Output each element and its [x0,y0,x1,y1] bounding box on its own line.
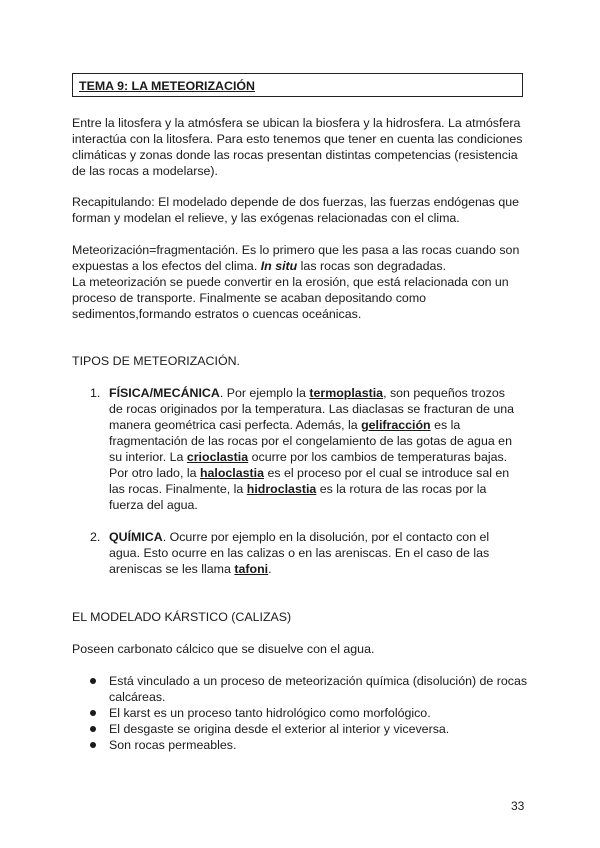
bullet-icon [90,678,96,684]
meteorization-sentence-end: las rocas son degradadas. [300,259,447,273]
tipos-heading [72,353,532,369]
term-tafoni: tafoni [234,562,269,576]
list-item-fisica [90,385,520,513]
term-haloclastia: haloclastia [199,466,264,480]
bullet-text: El karst es un proceso tanto hidrológico como morfológico. [109,706,431,720]
bullet-text: Está vinculado a un proceso de meteorización química (disolución) de rocas calcáreas. [109,674,528,704]
text-span: ocurre por los cambios de temperaturas bajas. Por otro lado, la [109,450,508,480]
karst-bullet-list [90,673,530,753]
list-item [90,705,530,721]
text-span: es el proceso por el cual se introduce sal en las rocas. Finalmente, la [109,466,510,496]
intro-text: Entre la litosfera y la atmósfera se ubican la biosfera y la hidrosfera. La atmósfera interactúa con la litosfera. Para esto tenemos que tener en cuenta las condiciones climáticas y zonas donde las rocas presentan distintas competencias (resistencia de las rocas a modelarse). [72,116,523,178]
term-crioclastia: crioclastia [186,450,249,464]
term-termoplastia: termoplastia [309,386,384,400]
karst-intro [72,641,532,657]
term-hidroclastia: hidroclastia [246,482,317,496]
term-gelifraccion: gelifracción [361,418,431,432]
recap-text: Recapitulando: El modelado depende de dos fuerzas, las fuerzas endógenas que forman y modelan el relieve, y las exógenas relacionadas con el clima. [72,195,520,225]
title-box [72,73,523,97]
page-title: TEMA 9: LA METEORIZACIÓN [79,79,255,93]
text-span: , son pequeños trozos de rocas originados por la temperatura. Las diaclasas se fracturan de una manera geométrica casi perfecta. Además, la [109,386,514,432]
text-span: . Ocurre por ejemplo en la disolución, por el contacto con el agua. Esto ocurre en las calizas o en las areniscas. En el caso de las areniscas se les llama [109,530,490,576]
bullet-icon [90,726,96,732]
tipos-heading-text: TIPOS DE METEORIZACIÓN. [72,354,240,368]
list-item-text [109,529,520,577]
list-number: 2. [90,530,101,544]
text-span: . Por ejemplo la [219,386,306,400]
karst-heading-text: EL MODELADO KÁRSTICO (CALIZAS) [72,610,292,624]
text-span: es la rotura de las rocas por la fuerza del agua. [109,482,487,512]
karst-intro-text: Poseen carbonato cálcico que se disuelve con el agua. [72,642,375,656]
text-span: . [268,562,272,576]
in-situ-term: In situ [260,259,298,273]
bullet-icon [90,710,96,716]
bullet-text: Son rocas permeables. [109,738,237,752]
intro-paragraph [72,115,532,179]
text-span: es la fragmentación de las rocas por el congelamiento de las gotas de agua en su interior. La [109,418,512,464]
list-item-quimica [90,529,520,577]
page-number: 33 [511,799,525,813]
label-fisica: FÍSICA/MECÁNICA [109,386,220,400]
list-item-text [109,385,520,513]
recap-paragraph [72,194,532,226]
list-number: 1. [90,386,101,400]
list-item [90,673,530,705]
bullet-text: El desgaste se origina desde el exterior al interior y viceversa. [109,722,450,736]
label-quimica: QUÍMICA [109,530,163,544]
meteorization-text-2: La meteorización se puede convertir en la erosión, que está relacionada con un proceso de transporte. Finalmente se acaban depositando como sedimentos,formando estratos o cuencas oceánicas. [72,275,509,321]
list-item [90,737,530,753]
meteorization-paragraph [72,242,532,322]
karst-heading [72,609,532,625]
list-item [90,721,530,737]
bullet-icon [90,742,96,748]
meteorization-sentence: Meteorización=fragmentación. Es lo primero que les pasa a las rocas cuando son expuestas a los efectos del clima. [72,243,520,273]
meteorization-text-1 [72,242,532,274]
